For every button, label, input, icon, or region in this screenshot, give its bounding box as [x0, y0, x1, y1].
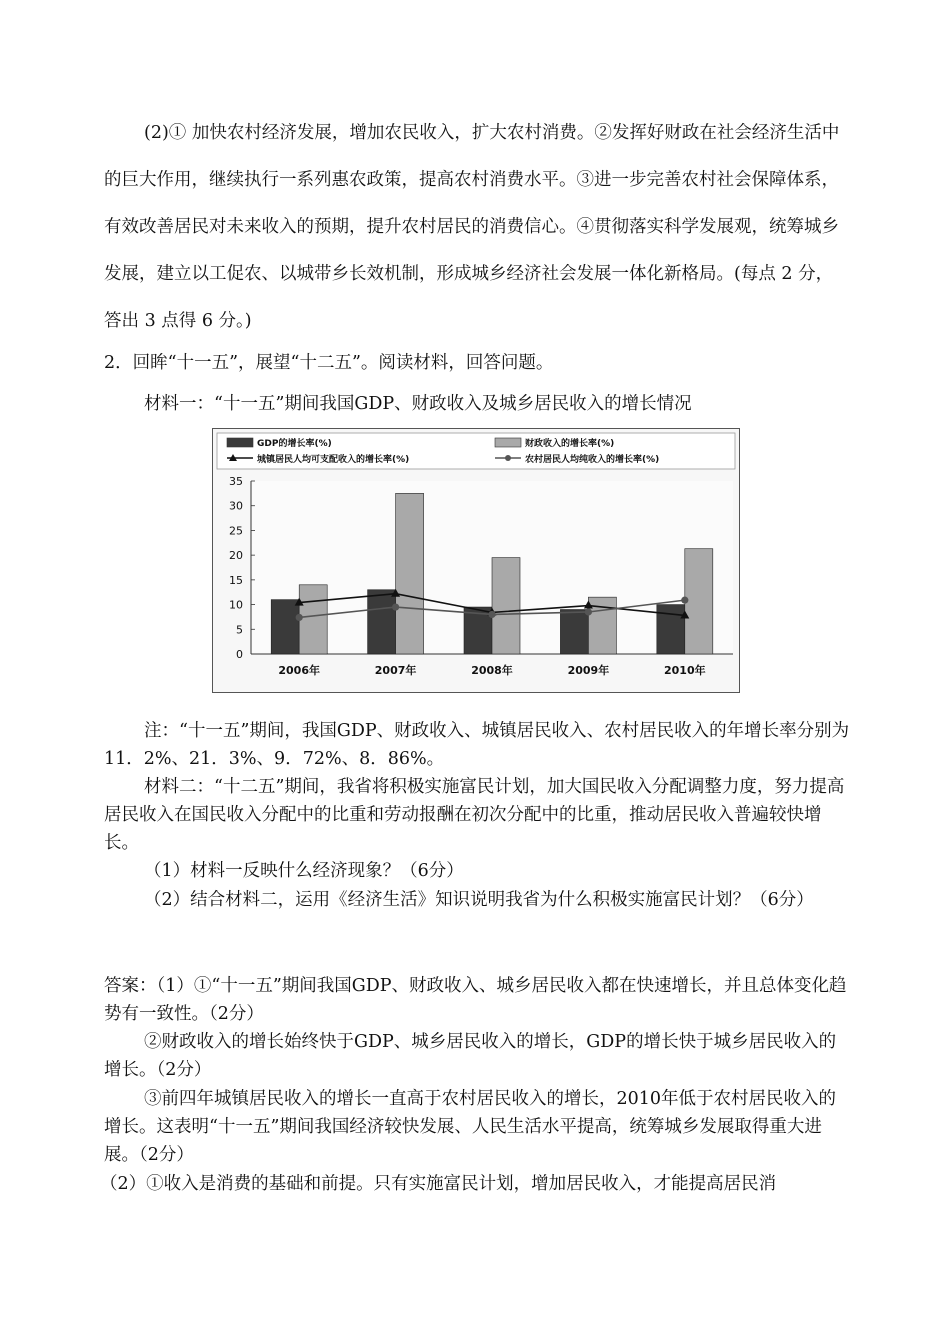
- previous-answer-paragraph: (2)① 加快农村经济发展，增加农民收入，扩大农村消费。②发挥好财政在社会经济生活中的巨大作用，继续执行一系列惠农政策，提高农村消费水平。③进一步完善农村社会保障体系，有效改善居民对未来收入的预期，提升农村居民的消费信心。④贯彻落实科学发展观，统筹城乡发展，建立以工促农、以城带乡长效机制，形成城乡经济社会发展一体化新格局。(每点 2 分，答出 3 点得 6 分。): [104, 123, 840, 331]
- rural-point: [392, 603, 399, 610]
- y-tick-label: 15: [229, 573, 243, 587]
- growth-chart: [212, 428, 740, 693]
- legend-marker-3: [505, 455, 511, 461]
- answer-4: （2）①收入是消费的基础和前提。只有实施富民计划，增加居民收入，才能提高居民消: [100, 1174, 777, 1194]
- bar-gdp: [271, 600, 299, 654]
- chart-svg: [213, 429, 739, 692]
- y-tick-label: 0: [236, 648, 243, 661]
- x-tick-label: 2006年: [278, 664, 321, 677]
- note-paragraph: 注：“十一五”期间，我国GDP、财政收入、城镇居民收入、农村居民收入的年增长率分别为11．2%、21．3%、9．72%、8．86%。: [104, 721, 850, 769]
- y-tick-label: 20: [229, 549, 243, 563]
- legend-swatch-1: [495, 438, 521, 447]
- question-2: （2）结合材料二，运用《经济生活》知识说明我省为什么积极实施富民计划？（6分）: [144, 890, 814, 910]
- y-tick-label: 5: [236, 623, 243, 637]
- x-tick-label: 2010年: [663, 664, 706, 677]
- bar-gdp: [368, 590, 396, 654]
- answer-2: ②财政收入的增长始终快于GDP、城乡居民收入的增长，GDP的增长快于城乡居民收入的增长。（2分）: [104, 1032, 837, 1080]
- legend-swatch-0: [227, 438, 253, 447]
- answer-1: 答案：（1）①“十一五”期间我国GDP、财政收入、城乡居民收入都在快速增长，并且总体变化趋势有一致性。（2分）: [104, 976, 847, 1024]
- bar-revenue: [685, 549, 713, 654]
- question-1: （1）材料一反映什么经济现象？（6分）: [144, 861, 464, 881]
- rural-point: [585, 608, 592, 615]
- material2-paragraph: 材料二：“十二五”期间，我省将积极实施富民计划，加大国民收入分配调整力度，努力提高居民收入在国民收入分配中的比重和劳动报酬在初次分配中的比重，推动居民收入普遍较快增长。: [104, 777, 845, 853]
- y-tick-label: 10: [229, 598, 243, 612]
- bar-revenue: [492, 558, 520, 654]
- bar-revenue: [396, 493, 424, 654]
- x-tick-label: 2007年: [374, 664, 417, 677]
- legend-label-0: GDP的增长率(%): [257, 439, 332, 449]
- bar-revenue: [299, 585, 327, 654]
- bar-gdp: [560, 610, 588, 654]
- legend-label-3: 农村居民人均纯收入的增长率(%): [525, 455, 660, 465]
- legend-label-2: 城镇居民人均可支配收入的增长率(%): [257, 455, 410, 465]
- bar-gdp: [657, 605, 685, 654]
- y-tick-label: 25: [229, 524, 243, 538]
- x-tick-label: 2009年: [567, 664, 610, 677]
- rural-point: [488, 611, 495, 618]
- material1-title: 材料一：“十一五”期间我国GDP、财政收入及城乡居民收入的增长情况: [144, 394, 692, 414]
- y-tick-label: 35: [229, 475, 243, 488]
- x-tick-label: 2008年: [471, 664, 513, 677]
- legend-label-1: 财政收入的增长率(%): [525, 439, 615, 449]
- rural-point: [681, 597, 688, 604]
- y-tick-label: 30: [229, 499, 243, 513]
- answer-3: ③前四年城镇居民收入的增长一直高于农村居民收入的增长，2010年低于农村居民收入的增长。这表明“十一五”期间我国经济较快发展、人民生活水平提高，统筹城乡发展取得重大进展。（2分）: [104, 1089, 837, 1165]
- rural-point: [296, 614, 303, 621]
- question-title: 2．回眸“十一五”，展望“十二五”。阅读材料，回答问题。: [104, 353, 554, 373]
